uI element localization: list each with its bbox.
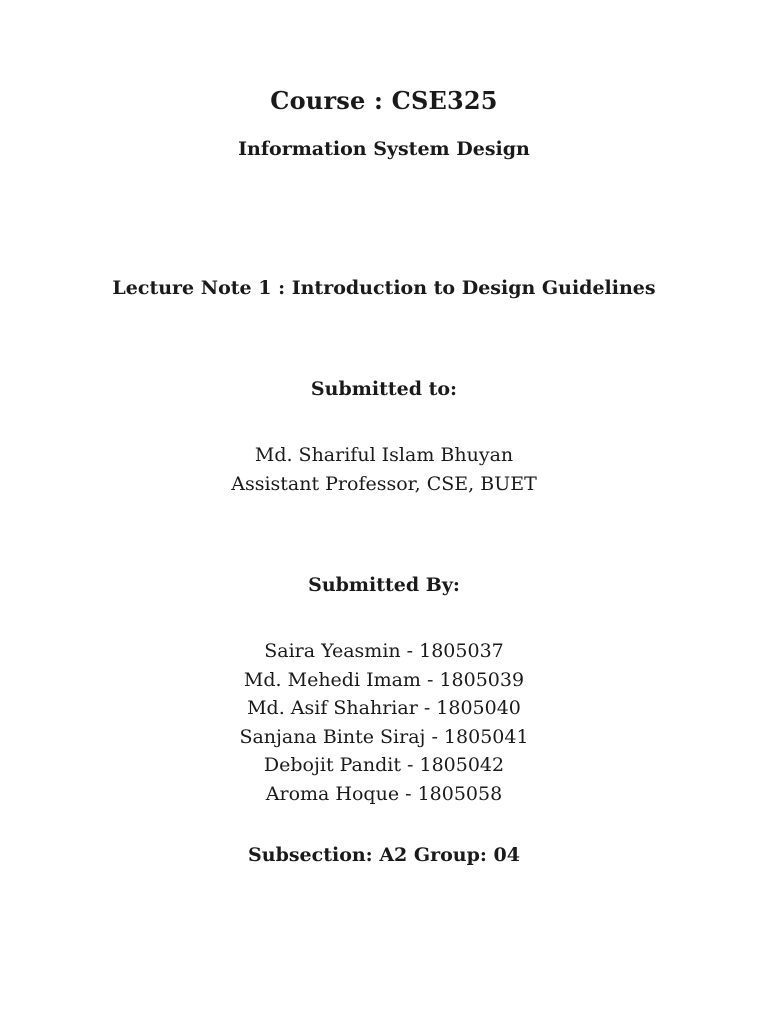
submitted-by-heading: Submitted By: <box>308 574 460 596</box>
submitted-to-heading: Submitted to: <box>310 378 458 400</box>
member-item: Debojit Pandit - 1805042 <box>263 754 505 777</box>
subsection-group-info: Subsection: A2 Group: 04 <box>248 844 520 866</box>
lecture-title: Lecture Note 1 : Introduction to Design Guidelines <box>112 277 656 299</box>
supervisor-name: Md. Shariful Islam Bhuyan <box>254 444 514 466</box>
member-item: Aroma Hoque - 1805058 <box>265 782 503 805</box>
member-item: Md. Mehedi Imam - 1805039 <box>243 668 525 691</box>
member-list <box>0 640 768 812</box>
supervisor-designation: Assistant Professor, CSE, BUET <box>231 473 537 495</box>
course-title: Course : CSE325 <box>270 86 498 115</box>
member-item: Sanjana Binte Siraj - 1805041 <box>239 725 529 748</box>
member-item: Saira Yeasmin - 1805037 <box>264 640 504 662</box>
course-subtitle: Information System Design <box>238 138 530 160</box>
member-item: Md. Asif Shahriar - 1805040 <box>247 697 521 720</box>
